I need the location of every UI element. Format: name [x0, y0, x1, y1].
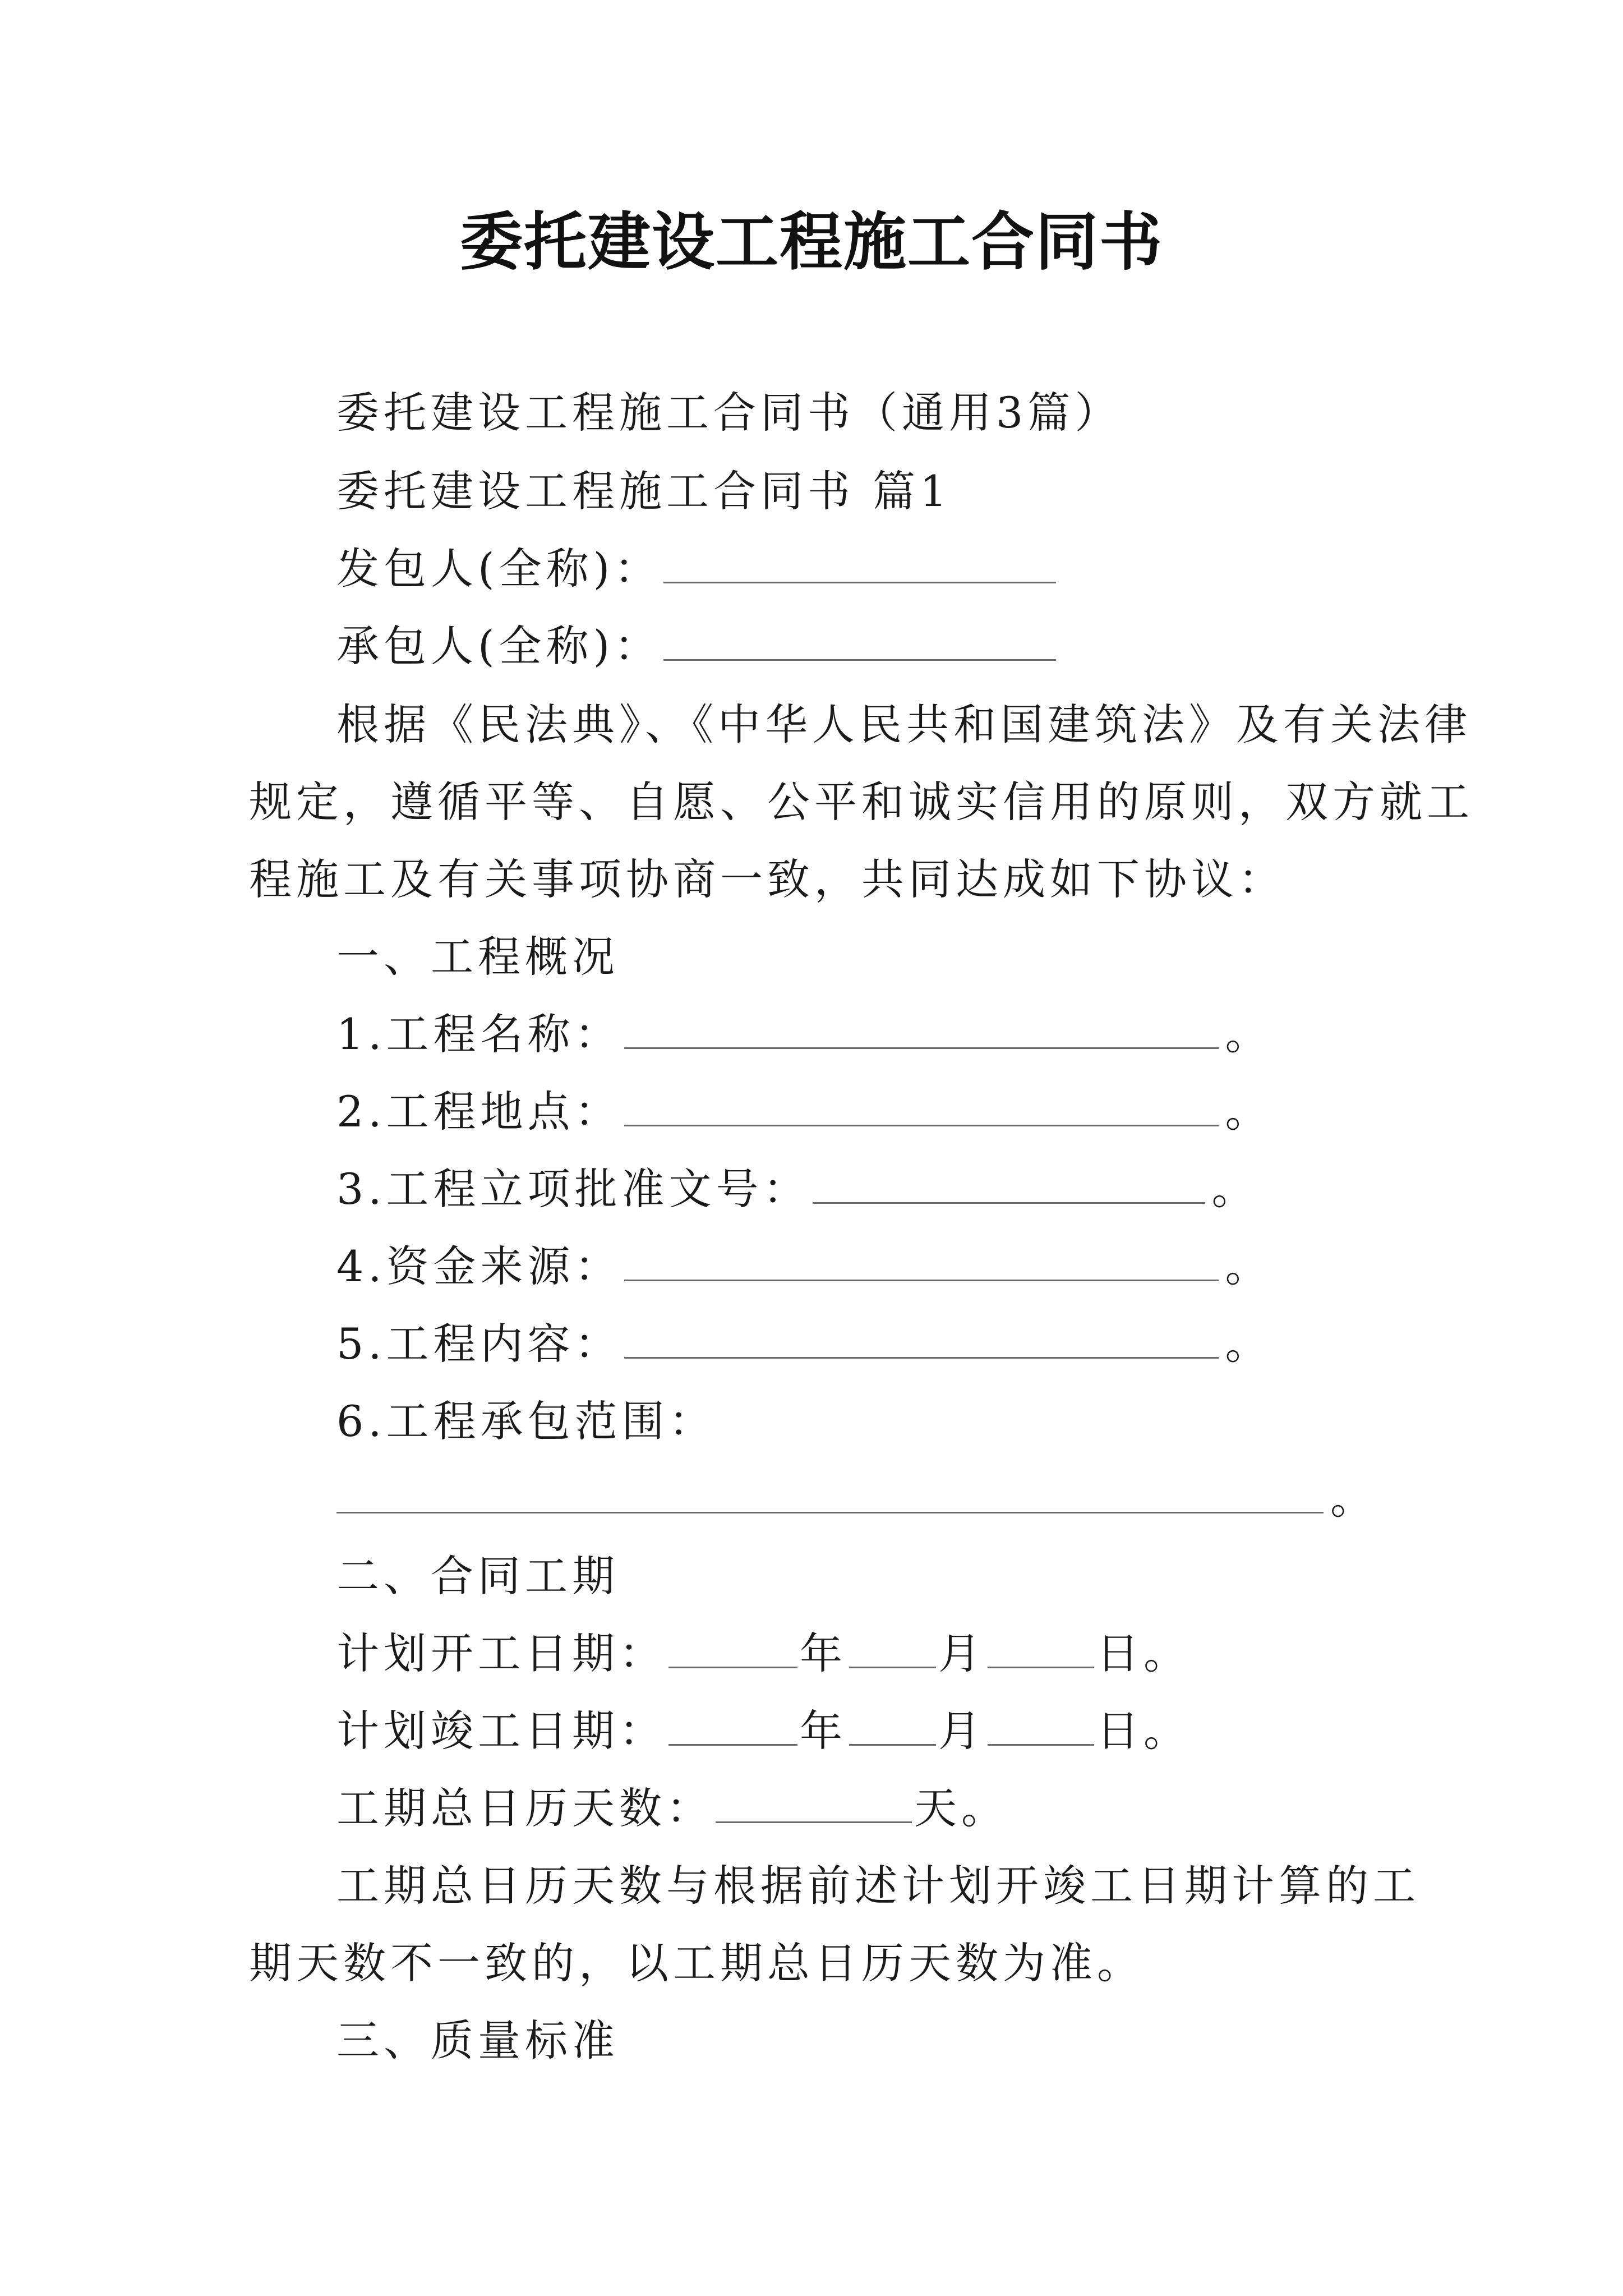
section-heading-3: 三、质量标准 — [336, 2016, 619, 2065]
party-b-label: 承包人(全称)： — [336, 621, 662, 671]
section-heading-1: 一、工程概况 — [336, 932, 619, 982]
part-heading: 委托建设工程施工合同书 篇1 — [336, 466, 952, 516]
plan-start-day-blank — [988, 1627, 1094, 1668]
document-title: 委托建设工程施工合同书 — [460, 205, 1163, 279]
item-project-location-blank — [624, 1085, 1219, 1126]
item-project-name-blank — [624, 1008, 1219, 1049]
item-project-name-period: 。 — [1225, 1009, 1272, 1059]
item-project-content-period: 。 — [1225, 1319, 1272, 1369]
plan-end-row — [336, 1704, 1191, 1758]
item-approval-number-label: 3.工程立项批准文号： — [336, 1164, 810, 1214]
plan-start-year-blank — [668, 1627, 797, 1668]
total-days-suffix: 天。 — [914, 1783, 1008, 1833]
intro-line-1: 根据《民法典》、《中华人民共和国建筑法》及有关法律 — [336, 700, 1472, 749]
plan-start-month-blank — [849, 1627, 936, 1668]
item-project-content — [336, 1317, 1272, 1371]
item-fund-source-blank — [624, 1240, 1219, 1281]
plan-end-day-blank — [988, 1705, 1094, 1746]
note-line-2: 期天数不一致的，以工期总日历天数为准。 — [249, 1938, 1144, 1988]
item-approval-number — [336, 1162, 1259, 1216]
party-a-label: 发包人(全称)： — [336, 544, 662, 593]
plan-start-day-label: 日。 — [1096, 1628, 1191, 1678]
party-b-blank — [663, 620, 1056, 661]
item-fund-source — [336, 1240, 1272, 1294]
plan-end-year-blank — [668, 1705, 797, 1746]
item-project-location-period: 。 — [1225, 1087, 1272, 1137]
item-project-name — [336, 1007, 1272, 1061]
item-contract-scope-fill — [336, 1472, 1377, 1526]
plan-end-month-label: 月 — [938, 1706, 985, 1756]
party-a-row — [336, 542, 1058, 596]
item-approval-number-blank — [813, 1163, 1205, 1204]
item-project-content-label: 5.工程内容： — [336, 1319, 622, 1369]
section-heading-2: 二、合同工期 — [336, 1551, 619, 1601]
plan-end-label: 计划竣工日期： — [336, 1706, 666, 1756]
intro-line-3: 程施工及有关事项协商一致，共同达成如下协议： — [249, 854, 1285, 904]
item-project-location — [336, 1085, 1272, 1139]
note-line-1: 工期总日历天数与根据前述计划开竣工日期计算的工 — [336, 1861, 1420, 1911]
item-fund-source-label: 4.资金来源： — [336, 1241, 622, 1291]
total-days-blank — [716, 1782, 912, 1823]
plan-start-label: 计划开工日期： — [336, 1628, 666, 1678]
party-b-row — [336, 619, 1058, 673]
item-project-location-label: 2.工程地点： — [336, 1087, 622, 1137]
plan-start-month-label: 月 — [938, 1628, 985, 1678]
total-days-label: 工期总日历天数： — [336, 1783, 713, 1833]
plan-end-day-label: 日。 — [1096, 1706, 1191, 1756]
document-subtitle: 委托建设工程施工合同书（通用3篇） — [336, 388, 1122, 438]
item-contract-scope: 6.工程承包范围： — [336, 1396, 716, 1446]
item-contract-scope-period: 。 — [1330, 1474, 1377, 1524]
intro-line-2: 规定，遵循平等、自愿、公平和诚实信用的原则，双方就工 — [249, 777, 1474, 827]
item-project-name-label: 1.工程名称： — [336, 1009, 622, 1059]
total-days-row — [336, 1782, 1008, 1835]
item-fund-source-period: 。 — [1225, 1241, 1272, 1291]
item-approval-number-period: 。 — [1211, 1164, 1259, 1214]
party-a-blank — [663, 542, 1056, 583]
plan-start-row — [336, 1627, 1191, 1681]
item-project-content-blank — [624, 1318, 1219, 1359]
plan-end-year-label: 年 — [800, 1706, 847, 1756]
plan-start-year-label: 年 — [800, 1628, 847, 1678]
plan-end-month-blank — [849, 1705, 936, 1746]
item-contract-scope-blank — [336, 1473, 1324, 1513]
